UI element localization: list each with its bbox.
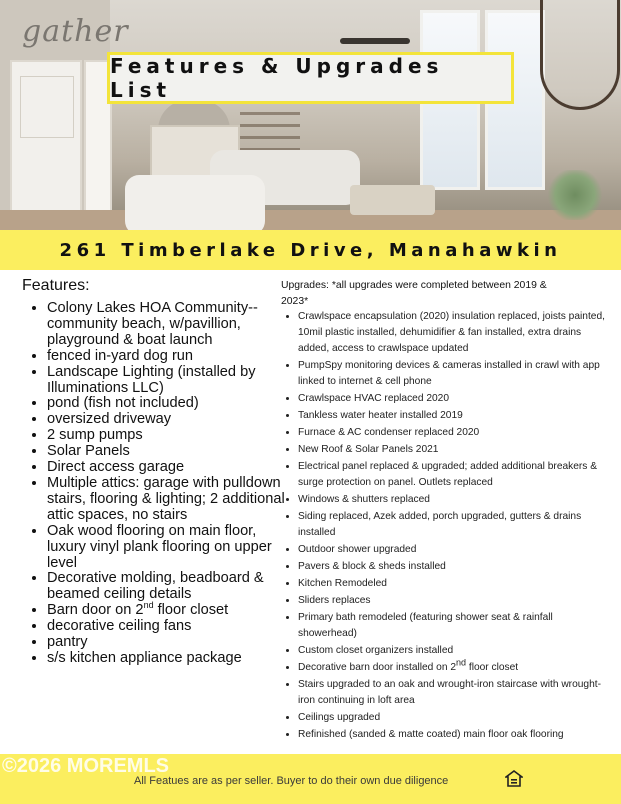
sofa: [125, 175, 265, 230]
list-item: [298, 424, 608, 441]
list-item-text: oversized driveway: [47, 411, 172, 428]
list-item-text: Barn door on 2: [47, 602, 144, 619]
list-item: [47, 600, 297, 619]
list-item-text: floor closet: [153, 602, 229, 619]
list-item: [298, 508, 608, 541]
list-item: [298, 676, 608, 709]
list-item: [47, 365, 297, 397]
floor: [0, 210, 621, 230]
list-item-text: Refinished (sanded & matte coated) main floor oak flooring: [298, 729, 564, 740]
list-item-text: Outdoor shower upgraded: [298, 544, 417, 555]
list-item-text: Decorative molding, beadboard & beamed ceiling details: [47, 570, 264, 603]
list-item-text: Siding replaced, Azek added, porch upgraded, gutters & drains installed: [298, 511, 582, 538]
coffee-table: [350, 185, 435, 215]
ordinal-suffix: nd: [456, 657, 467, 668]
list-item-text: PumpSpy monitoring devices & cameras installed in crawl with app linked to internet & cell phone: [298, 360, 600, 387]
list-item: [298, 491, 608, 508]
list-item-text: Electrical panel replaced & upgraded; added additional breakers & surge protection on panel. Outlets replaced: [298, 461, 598, 488]
list-item: [298, 390, 608, 407]
list-item-text: pantry: [47, 634, 88, 651]
list-item-text: Colony Lakes HOA Community--community beach, w/pavillion, playground & boat launch: [47, 300, 258, 348]
title-box: [107, 52, 514, 104]
list-item: [298, 458, 608, 491]
list-item-text: Landscape Lighting (installed by Illuminations LLC): [47, 363, 256, 396]
ordinal-suffix: nd: [143, 600, 154, 611]
list-item-text: Tankless water heater installed 2019: [298, 410, 463, 421]
disclaimer: All Featues are as per seller. Buyer to do their own due diligence: [134, 775, 449, 787]
list-item: [47, 301, 297, 349]
list-item: [298, 541, 608, 558]
list-item: [47, 460, 297, 476]
list-item: [298, 642, 608, 659]
list-item: [47, 349, 297, 365]
chandelier: [540, 0, 620, 110]
list-item: [298, 592, 608, 609]
list-item-text: Direct access garage: [47, 459, 185, 476]
list-item-text: Crawlspace HVAC replaced 2020: [298, 393, 450, 404]
gather-sign: gather: [22, 14, 129, 49]
address-bar: [0, 230, 621, 270]
features-list: [25, 301, 297, 667]
list-item-text: Furnace & AC condenser replaced 2020: [298, 427, 480, 438]
list-item: [298, 726, 608, 743]
list-item: [47, 396, 297, 412]
hero-photo: [0, 0, 621, 230]
plant: [545, 170, 605, 220]
list-item-text: Decorative barn door installed on 2: [298, 662, 457, 673]
list-item-text: Custom closet organizers installed: [298, 645, 454, 656]
list-item-text: Pavers & block & sheds installed: [298, 561, 446, 572]
list-item-text: Multiple attics: garage with pulldown stairs, flooring & lighting; 2 additional attic spaces, no stairs: [47, 474, 285, 523]
page-title: Features & Upgrades List: [110, 54, 444, 102]
list-item-text: Stairs upgraded to an oak and wrought-iron staircase with wrought-iron continuing in loft area: [298, 679, 601, 706]
list-item: [47, 412, 297, 428]
list-item: [298, 441, 608, 458]
list-item-text: Primary bath remodeled (featuring shower seat & rainfall showerhead): [298, 612, 553, 639]
list-item: [47, 651, 297, 667]
list-item-text: Kitchen Remodeled: [298, 578, 387, 589]
list-item: [47, 635, 297, 651]
list-item: [298, 659, 608, 676]
address: 261 Timberlake Drive, Manahawkin: [59, 239, 562, 261]
list-item-text: 2 sump pumps: [47, 427, 143, 444]
list-item: [47, 476, 297, 524]
list-item: [298, 709, 608, 726]
list-item: [47, 571, 297, 603]
list-item-text: Windows & shutters replaced: [298, 494, 430, 505]
upgrades-heading: Upgrades: *all upgrades were completed between 2019 & 2023*: [281, 280, 547, 307]
list-item-text: s/s kitchen appliance package: [47, 649, 242, 666]
watermark: ©2026 MOREMLS: [2, 755, 170, 777]
list-item: [298, 575, 608, 592]
list-item-text: floor closet: [466, 662, 519, 673]
list-item-text: Ceilings upgraded: [298, 712, 381, 723]
footer-bar: [0, 754, 621, 804]
list-item-text: New Roof & Solar Panels 2021: [298, 444, 439, 455]
list-item-text: Sliders replaces: [298, 595, 371, 606]
list-item-text: decorative ceiling fans: [47, 618, 192, 635]
list-item: [47, 428, 297, 444]
list-item: [47, 524, 297, 572]
list-item: [47, 444, 297, 460]
list-item: [298, 357, 608, 390]
list-item: [47, 619, 297, 635]
list-item-text: Crawlspace encapsulation (2020) insulation replaced, joists painted, 10mil plastic installed, dehumidifier & fan installed, extra drains added, access to crawlspace updated: [298, 311, 605, 354]
equal-housing-icon: [505, 770, 523, 788]
door: [10, 60, 82, 225]
list-item: [298, 407, 608, 424]
list-item-text: Oak wood flooring on main floor, luxury vinyl plank flooring on upper level: [47, 522, 272, 571]
list-item: [298, 609, 608, 642]
ceiling-fan: [340, 38, 410, 44]
list-item-text: Solar Panels: [47, 443, 130, 460]
upgrades-list: [282, 308, 608, 743]
list-item-text: pond (fish not included): [47, 395, 199, 412]
list-item-text: fenced in-yard dog run: [47, 347, 194, 364]
list-item: [298, 308, 608, 357]
features-heading: Features:: [22, 277, 90, 294]
list-item: [298, 558, 608, 575]
